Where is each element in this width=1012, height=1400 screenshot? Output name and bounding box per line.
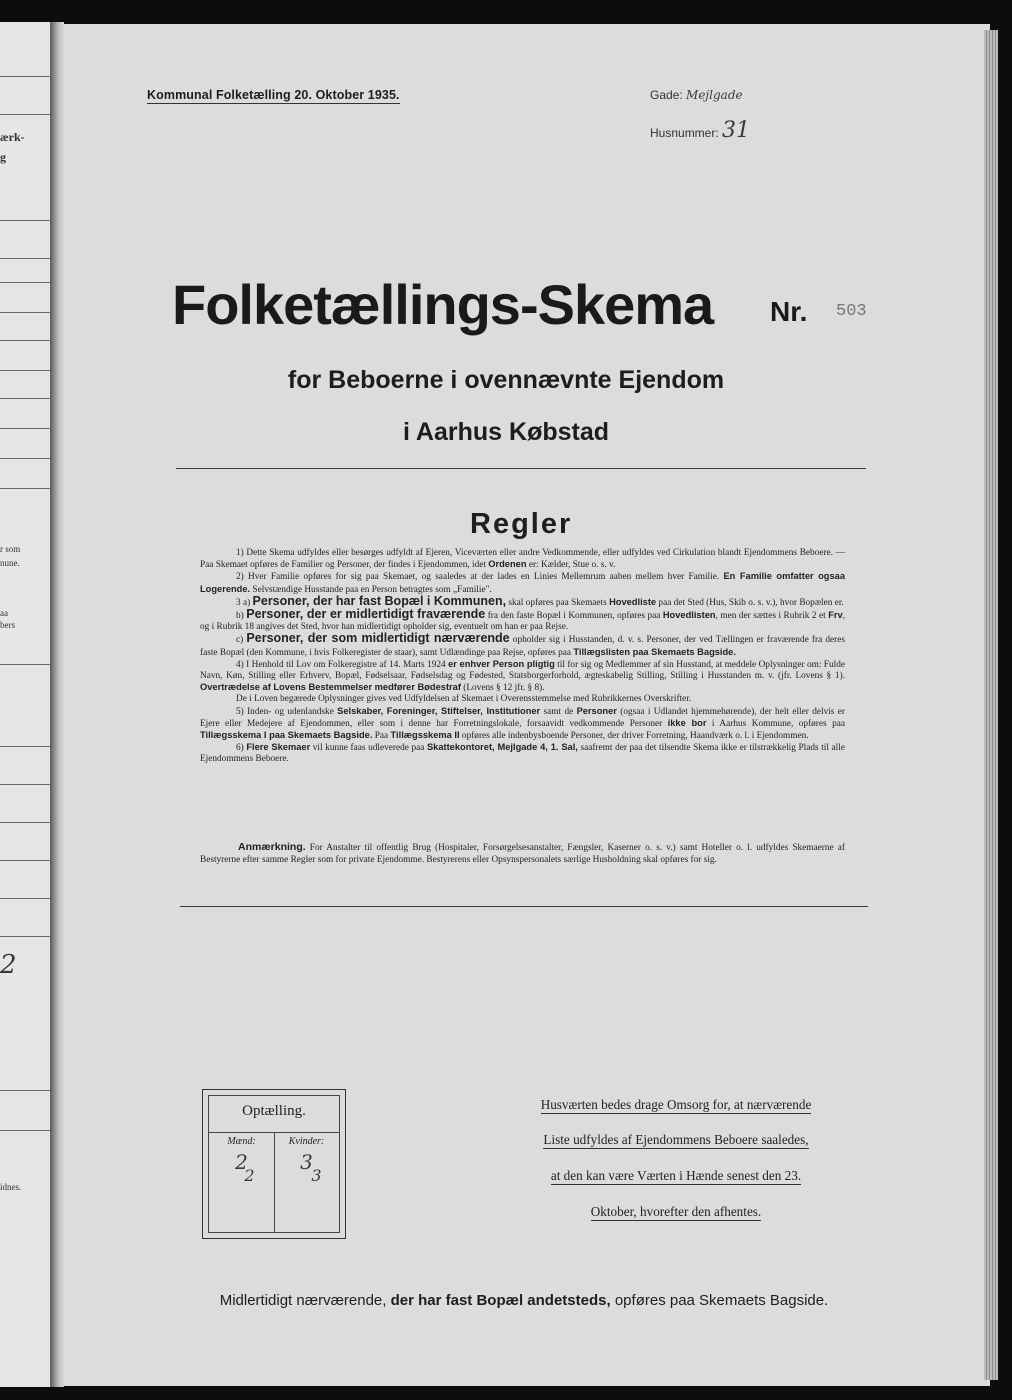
rule-2: 2) Hver Familie opføres for sig paa Skemaet, og saaledes at der lades en Linies Mellemrum aaben mellem hver Familie. En Familie omfatter ogsaa Logerende. Selvstændige Husstande paa en Person betragtes som „Familie". [200,571,845,595]
left-rule [0,664,50,665]
rule-4-note: De i Loven begærede Oplysninger gives ved Udfyldelsen af Skemaet i Overensstemmelse med Rubrikkernes Overskrifter. [236,694,692,705]
house-number-field [650,118,750,143]
left-rule [0,1130,50,1131]
men-label: Mænd: [227,1136,256,1147]
left-fragment: aa [0,608,8,618]
men-count-recheck: 2 [244,1166,255,1185]
form-number-value: 503 [836,302,867,321]
form-number-label: Nr. [770,296,808,327]
left-rule [0,76,50,77]
census-header: Kommunal Folketælling 20. Oktober 1935. [147,88,400,102]
count-title: Optælling. [242,1103,306,1119]
rule-3c: c) Personer, der som midlertidigt nærværende opholder sig i Husstanden, d. v. s. Personer, der ved Tællingen er fraværende fra deres faste Bopæl (den Kommune, i hvis Folkeregister de staar), samt Udlændinge paa Rejse, opføres paa Tillægslisten paa Skemaets Bagside. [200,631,846,658]
form-subtitle-2: i Aarhus Købstad [402,418,610,446]
rules-text [200,548,845,766]
rule-3a: 3 a) Personer, der har fast Bopæl i Kommunen, skal opføres paa Skemaets Hovedliste paa det Sted (Hus, Skib o. s. v.), hvor Bopælen er. [236,593,844,608]
street-label: Gade: [650,88,683,102]
left-rule [0,746,50,747]
divider-top [176,468,866,469]
notice-line-4: Oktober, hvorefter den afhentes. [590,1204,762,1219]
women-label: Kvinder: [288,1136,325,1147]
left-fragment: idnes. [0,1182,22,1192]
notice-line-3: at den kan være Værten i Hænde senest den 23. [550,1168,802,1183]
left-rule [0,898,50,899]
left-fragment: ærk- [0,130,25,144]
street-value: Mejlgade [686,88,743,102]
left-handwritten-mark: 2 [0,950,17,980]
notice-line-1: Husværten bedes drage Omsorg for, at nærværende [540,1097,812,1112]
left-rule [0,784,50,785]
notice-line-2: Liste udfyldes af Ejendommens Beboere saaledes, [543,1132,809,1147]
house-number-label: Husnummer: [650,126,719,140]
left-rule [0,1090,50,1091]
left-rule [0,258,50,259]
left-rule [0,488,50,489]
rule-3b: b) Personer, der er midlertidigt fraværende fra den faste Bopæl i Kommunen, opføres paa Hovedlisten, men der sættes i Rubrik 2 et Frv, og i Rubrik 18 angives det Sted, hvor han midlertidigt opholder sig, eventuelt om han er paa Rejse. [200,607,846,633]
footer-note: Midlertidigt nærværende, der har fast Bopæl andetsteds, opføres paa Skemaets Bagside. [219,1292,829,1309]
book-spine [50,22,64,1387]
left-fragment: g [0,150,6,164]
left-rule [0,398,50,399]
left-rule [0,458,50,459]
form-subtitle-1: for Beboerne i ovennævnte Ejendom [287,366,725,394]
women-count: 3 [300,1150,313,1174]
left-fragment: nune. [0,558,20,568]
rule-1: 1) Dette Skema udfyldes eller besørges udfyldt af Ejeren, Viceværten eller andre Vedkommende, eller udfyldes ved Cirkulation blandt Ejendommens Beboere. — Paa Skemaet opføres de Familier og Personer, der findes i Ejendommen, idet Ordenen er: Kælder, Stue o. s. v. [200,548,845,571]
rules-heading: Regler [470,508,573,540]
left-rule [0,860,50,861]
left-fragment: r som [0,544,21,554]
left-rule [0,282,50,283]
remark-text: Anmærkning. For Anstalter til offentlig Brug (Hospitaler, Forsørgelsesanstalter, Fængsler, Kaserner o. s. v.) samt Hoteller o. l. udfyldes Skemaerne af Bestyrerne efter samme Regler som for private Ejendomme. Bestyrerens eller Opsynspersonalets særlige Husholdning skal opføres for sig. [200,841,845,865]
left-rule [0,822,50,823]
rule-6: 6) Flere Skemaer vil kunne faas udleverede paa Skattekontoret, Mejlgade 4, 1. Sal, saafremt der paa det tilsendte Skema ikke er tilstrækkelig Plads til alle Ejendommens Beboere. [200,742,845,765]
remark-label: Anmærkning. [238,841,306,853]
left-rule [0,220,50,221]
street-field [650,88,743,102]
rule-4: 4) I Henhold til Lov om Folkeregistre af 14. Marts 1924 er enhver Person pligtig til for sig og Medlemmer af sin Husstand, at meddele Oplysninger om: Fulde Navn, Køn, Stilling eller Erhverv, Bopæl, Fødselsaar, Fødselsdag og Fødested, Statsborgerforhold, ægteskabelig Stilling, Stilling i Husstanden m. v. (jfr. Lovens § 1). Overtrædelse af Lovens Bestemmelser medfører Bødestraf (Lovens § 12 jfr. § 8). [200,658,845,694]
rule-5: 5) Inden- og udenlandske Selskaber, Foreninger, Stiftelser, Institutioner samt de Personer (ogsaa i Udlandet hjemmehørende), der helt eller delvis er Ejere eller Medejere af Ejendommen, eller som i denne har Forretningslokale, forsaavidt vedkommende Personer ikke bor i Aarhus Kommune, opføres paa Tillægsskema I paa Skemaets Bagside. Paa Tillægsskema II opføres alle indenbysboende Personer, der driver Forretning, Haandværk o. l. i Ejendommen. [200,705,845,742]
house-number-value: 31 [722,118,751,143]
divider-bottom [180,906,868,907]
left-rule [0,114,50,115]
left-rule [0,340,50,341]
men-count: 2 [235,1150,248,1174]
page-edges [984,30,998,1380]
left-fragment: bers [0,620,15,630]
left-rule [0,936,50,937]
form-title: Folketællings-Skema [172,273,714,336]
count-box [202,1089,346,1239]
women-count-recheck: 3 [311,1166,322,1185]
count-box-inner [208,1095,340,1233]
previous-page-strip [0,22,52,1387]
left-rule [0,312,50,313]
